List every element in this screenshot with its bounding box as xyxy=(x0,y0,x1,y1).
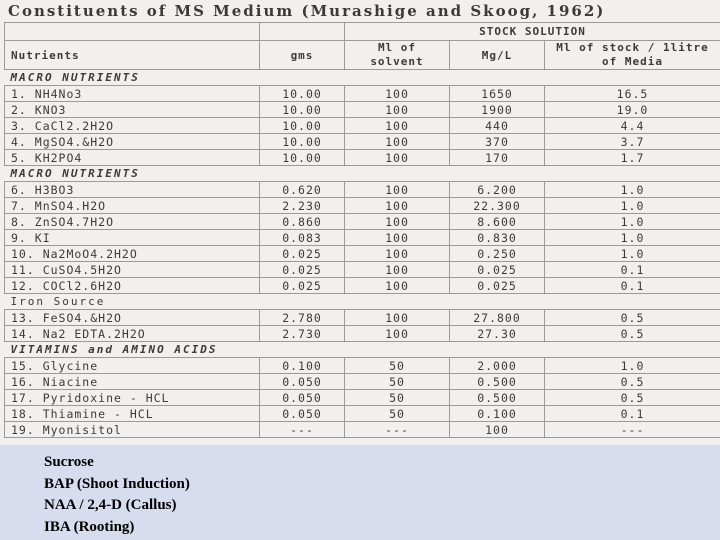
nutrient-name-cell: 1. NH4No3 xyxy=(5,86,260,102)
gms-cell: 0.860 xyxy=(260,214,345,230)
ml-solvent-cell: 100 xyxy=(345,262,450,278)
mg-l-cell: 1650 xyxy=(450,86,545,102)
gms-cell: 10.00 xyxy=(260,102,345,118)
ml-solvent-cell: 100 xyxy=(345,182,450,198)
nutrient-name-cell: 2. KNO3 xyxy=(5,102,260,118)
ml-stock-cell: 1.0 xyxy=(545,214,720,230)
table-row xyxy=(5,230,720,246)
nutrient-name-cell: 6. H3BO3 xyxy=(5,182,260,198)
gms-cell: 10.00 xyxy=(260,134,345,150)
ml-solvent-cell: 100 xyxy=(345,246,450,262)
gms-header: gms xyxy=(260,41,345,70)
mg-l-cell: 1900 xyxy=(450,102,545,118)
ml-stock-cell: 16.5 xyxy=(545,86,720,102)
table-row xyxy=(5,182,720,198)
note-iba: IBA (Rooting) xyxy=(44,518,135,535)
mg-l-cell: 440 xyxy=(450,118,545,134)
ml-stock-cell: 0.5 xyxy=(545,326,720,342)
mg-l-cell: 0.500 xyxy=(450,390,545,406)
ml-stock-cell: 0.1 xyxy=(545,278,720,294)
mg-l-cell: 370 xyxy=(450,134,545,150)
ml-stock-cell: 0.5 xyxy=(545,374,720,390)
nutrient-name-cell: 7. MnSO4.H2O xyxy=(5,198,260,214)
ml-stock-cell: 1.0 xyxy=(545,198,720,214)
nutrient-name-cell: 19. Myonisitol xyxy=(5,422,260,438)
ml-stock-header: Ml of stock / 1litre of Media xyxy=(545,41,720,70)
table-row xyxy=(5,326,720,342)
ml-solvent-cell: 100 xyxy=(345,230,450,246)
table-row xyxy=(5,86,720,102)
nutrient-table-body xyxy=(5,70,720,438)
table-row xyxy=(5,102,720,118)
table-row xyxy=(5,390,720,406)
note-bap: BAP (Shoot Induction) xyxy=(44,475,190,492)
section-label: VITAMINS and AMINO ACIDS xyxy=(5,342,720,358)
ml-stock-cell: 0.5 xyxy=(545,310,720,326)
gms-cell: 0.050 xyxy=(260,390,345,406)
ml-solvent-cell: 100 xyxy=(345,214,450,230)
nutrient-name-cell: 4. MgSO4.&H2O xyxy=(5,134,260,150)
gms-cell: 10.00 xyxy=(260,118,345,134)
section-label: MACRO NUTRIENTS xyxy=(5,70,720,86)
nutrients-header: Nutrients xyxy=(5,41,260,70)
stock-solution-header: STOCK SOLUTION xyxy=(345,23,720,41)
mg-l-cell: 0.025 xyxy=(450,262,545,278)
ml-stock-cell: 1.0 xyxy=(545,358,720,374)
table-row xyxy=(5,278,720,294)
section-row xyxy=(5,342,720,358)
header-spacer xyxy=(260,23,345,41)
ml-solvent-cell: 100 xyxy=(345,86,450,102)
table-row xyxy=(5,374,720,390)
mg-l-cell: 0.250 xyxy=(450,246,545,262)
ml-solvent-cell: 50 xyxy=(345,374,450,390)
section-label: Iron Source xyxy=(5,294,720,310)
gms-cell: 10.00 xyxy=(260,86,345,102)
mg-l-cell: 0.025 xyxy=(450,278,545,294)
table-row xyxy=(5,214,720,230)
table-row xyxy=(5,246,720,262)
gms-cell: 0.100 xyxy=(260,358,345,374)
ml-solvent-cell: 100 xyxy=(345,102,450,118)
table-row xyxy=(5,134,720,150)
gms-cell: 2.230 xyxy=(260,198,345,214)
nutrient-name-cell: 9. KI xyxy=(5,230,260,246)
section-row xyxy=(5,294,720,310)
ml-solvent-header: Ml of solvent xyxy=(345,41,450,70)
mg-l-cell: 22.300 xyxy=(450,198,545,214)
gms-cell: 0.050 xyxy=(260,406,345,422)
ml-stock-cell: --- xyxy=(545,422,720,438)
nutrient-name-cell: 17. Pyridoxine - HCL xyxy=(5,390,260,406)
ml-solvent-cell: 50 xyxy=(345,390,450,406)
gms-cell: 0.025 xyxy=(260,278,345,294)
section-label: MACRO NUTRIENTS xyxy=(5,166,720,182)
page-title: Constituents of MS Medium (Murashige and Skoog, 1962) xyxy=(8,2,606,20)
mg-l-cell: 6.200 xyxy=(450,182,545,198)
nutrient-name-cell: 3. CaCl2.2H2O xyxy=(5,118,260,134)
ml-stock-cell: 0.1 xyxy=(545,406,720,422)
ml-stock-cell: 1.0 xyxy=(545,182,720,198)
mg-l-cell: 27.800 xyxy=(450,310,545,326)
gms-cell: 10.00 xyxy=(260,150,345,166)
table-row xyxy=(5,118,720,134)
ml-stock-cell: 1.0 xyxy=(545,230,720,246)
mg-l-cell: 0.500 xyxy=(450,374,545,390)
nutrient-name-cell: 15. Glycine xyxy=(5,358,260,374)
nutrient-table xyxy=(4,22,720,438)
mg-l-cell: 8.600 xyxy=(450,214,545,230)
ml-solvent-cell: --- xyxy=(345,422,450,438)
table-row xyxy=(5,406,720,422)
gms-cell: 0.025 xyxy=(260,246,345,262)
table-row xyxy=(5,422,720,438)
ml-solvent-cell: 100 xyxy=(345,134,450,150)
nutrient-name-cell: 16. Niacine xyxy=(5,374,260,390)
nutrient-table-container xyxy=(4,22,720,438)
nutrient-name-cell: 14. Na2 EDTA.2H2O xyxy=(5,326,260,342)
ml-solvent-cell: 100 xyxy=(345,326,450,342)
ml-stock-cell: 3.7 xyxy=(545,134,720,150)
nutrient-name-cell: 12. COCl2.6H2O xyxy=(5,278,260,294)
nutrient-name-cell: 8. ZnSO4.7H2O xyxy=(5,214,260,230)
nutrient-name-cell: 18. Thiamine - HCL xyxy=(5,406,260,422)
ml-stock-cell: 19.0 xyxy=(545,102,720,118)
table-row xyxy=(5,358,720,374)
mg-l-cell: 170 xyxy=(450,150,545,166)
mg-l-cell: 0.100 xyxy=(450,406,545,422)
ml-stock-cell: 0.5 xyxy=(545,390,720,406)
ml-solvent-cell: 100 xyxy=(345,150,450,166)
table-row xyxy=(5,310,720,326)
ml-stock-cell: 4.4 xyxy=(545,118,720,134)
mg-l-cell: 100 xyxy=(450,422,545,438)
gms-cell: --- xyxy=(260,422,345,438)
ml-solvent-cell: 50 xyxy=(345,358,450,374)
mg-l-cell: 0.830 xyxy=(450,230,545,246)
table-row xyxy=(5,198,720,214)
table-row xyxy=(5,262,720,278)
table-row xyxy=(5,150,720,166)
nutrient-name-cell: 5. KH2PO4 xyxy=(5,150,260,166)
ml-solvent-cell: 50 xyxy=(345,406,450,422)
nutrient-name-cell: 13. FeSO4.&H2O xyxy=(5,310,260,326)
ml-stock-cell: 1.0 xyxy=(545,246,720,262)
section-row xyxy=(5,70,720,86)
note-naa: NAA / 2,4-D (Callus) xyxy=(44,497,177,513)
gms-cell: 2.780 xyxy=(260,310,345,326)
ml-solvent-cell: 100 xyxy=(345,198,450,214)
gms-cell: 0.025 xyxy=(260,262,345,278)
mg-l-cell: 2.000 xyxy=(450,358,545,374)
note-sucrose: Sucrose xyxy=(44,454,94,470)
nutrient-name-cell: 11. CuSO4.5H2O xyxy=(5,262,260,278)
ml-solvent-cell: 100 xyxy=(345,310,450,326)
mg-l-header: Mg/L xyxy=(450,41,545,70)
nutrient-name-cell: 10. Na2MoO4.2H2O xyxy=(5,246,260,262)
mg-l-cell: 27.30 xyxy=(450,326,545,342)
ml-solvent-cell: 100 xyxy=(345,118,450,134)
ml-stock-cell: 1.7 xyxy=(545,150,720,166)
header-spacer xyxy=(5,23,260,41)
ml-solvent-cell: 100 xyxy=(345,278,450,294)
gms-cell: 0.620 xyxy=(260,182,345,198)
notes-list xyxy=(44,452,190,538)
gms-cell: 0.083 xyxy=(260,230,345,246)
gms-cell: 2.730 xyxy=(260,326,345,342)
ml-stock-cell: 0.1 xyxy=(545,262,720,278)
section-row xyxy=(5,166,720,182)
gms-cell: 0.050 xyxy=(260,374,345,390)
